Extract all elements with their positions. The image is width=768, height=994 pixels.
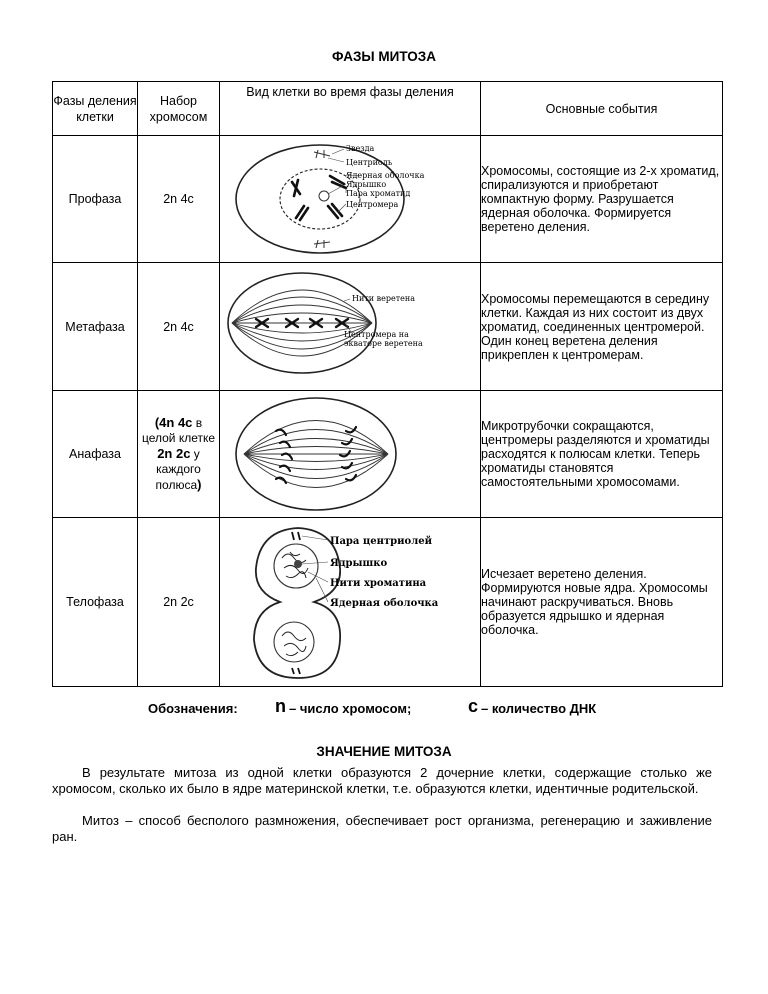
phase-events: Исчезает веретено деления. Формируются новые ядра. Хромосомы начинают раскручиваться. Вновь образуется ядрышко и ядерная оболочка. xyxy=(481,518,723,687)
chromosome-set: 2n 4c xyxy=(138,136,220,263)
label-zvezda: Звезда xyxy=(346,144,375,153)
phase-events: Хромосомы перемещаются в середину клетки. Каждая из них состоит из двух хроматид, соединенных центромерой. Один конец веретена деления прикреплен к центромерам. xyxy=(481,263,723,391)
significance-title: ЗНАЧЕНИЕ МИТОЗА xyxy=(316,744,452,759)
label-centriol: Центриоль xyxy=(346,158,393,167)
label-centriole-pair: Пара центриолей xyxy=(330,536,433,547)
table-row xyxy=(53,518,723,687)
label-chromatid-pair: Пара хроматид xyxy=(346,189,411,198)
set-whole-cell-text: в целой клетке xyxy=(141,416,216,445)
anaphase-drawing xyxy=(220,391,481,518)
label-spindle-equator: экваторе веретена xyxy=(344,339,423,348)
header-view: Вид клетки во время фазы деления xyxy=(220,82,481,136)
legend-c-symbol: c xyxy=(468,696,479,716)
legend-n-text: – число хромосом; xyxy=(289,701,412,716)
label-chromatin-threads: Нити хроматина xyxy=(330,578,427,589)
label-spindle-fibers: Нити веретена xyxy=(352,294,415,303)
significance-paragraph-2: Митоз – способ бесполого размножения, обеспечивает рост организма, регенерацию и заживление ран. xyxy=(52,813,712,844)
chromosome-set: 2n 2c xyxy=(138,518,220,687)
chromosome-set xyxy=(138,391,220,518)
chromosome-set: 2n 4c xyxy=(138,263,220,391)
phase-events: Хромосомы, состоящие из 2-х хроматид, спирализуются и приобретают компактную форму. Разрушается ядерная оболочка. Формируется веретено деления. xyxy=(481,136,723,263)
phase-name: Телофаза xyxy=(53,518,138,687)
label-nucleolus: Ядрышко xyxy=(330,558,388,569)
header-phase: Фазы деления клетки xyxy=(53,82,138,136)
set-whole-cell: (4n 4c xyxy=(154,415,193,430)
legend-prefix: Обозначения: xyxy=(148,701,238,716)
legend-c-text: – количество ДНК xyxy=(481,701,597,716)
set-each-pole-text: у каждого полюса xyxy=(155,447,201,492)
phase-name: Профаза xyxy=(53,136,138,263)
set-each-pole: 2n 2c xyxy=(157,446,191,461)
label-nuclear-envelope: Ядерная оболочка xyxy=(346,171,425,180)
table-row xyxy=(53,391,723,518)
label-centromere: Центромера xyxy=(346,200,399,209)
header-events: Основные события xyxy=(481,82,723,136)
metaphase-drawing xyxy=(220,263,481,391)
mitosis-phases-table xyxy=(52,81,723,687)
telophase-drawing xyxy=(220,518,481,687)
page-title: ФАЗЫ МИТОЗА xyxy=(332,49,436,64)
table-row xyxy=(53,263,723,391)
set-close-paren: ) xyxy=(197,477,202,492)
legend-n-symbol: n xyxy=(275,696,286,716)
phase-name: Метафаза xyxy=(53,263,138,391)
phase-events: Микротрубочки сокращаются, центромеры разделяются и хроматиды расходятся к полюсам клетки. Теперь хроматиды становятся самостоятельными хромосомами. xyxy=(481,391,723,518)
header-set: Набор хромосом xyxy=(138,82,220,136)
table-row xyxy=(53,136,723,263)
label-nuclear-envelope: Ядерная оболочка xyxy=(330,598,439,609)
table-header-row xyxy=(53,82,723,136)
label-centromere-equator: Центромера на xyxy=(344,330,409,339)
phase-name: Анафаза xyxy=(53,391,138,518)
label-nucleolus: Ядрышко xyxy=(346,180,387,189)
significance-paragraph-1: В результате митоза из одной клетки образуются 2 дочерние клетки, содержащие столько же хромосом, сколько их было в ядре материнской клетки, т.е. образуются клетки, идентичные родительской. xyxy=(52,765,712,796)
prophase-drawing xyxy=(220,136,481,263)
